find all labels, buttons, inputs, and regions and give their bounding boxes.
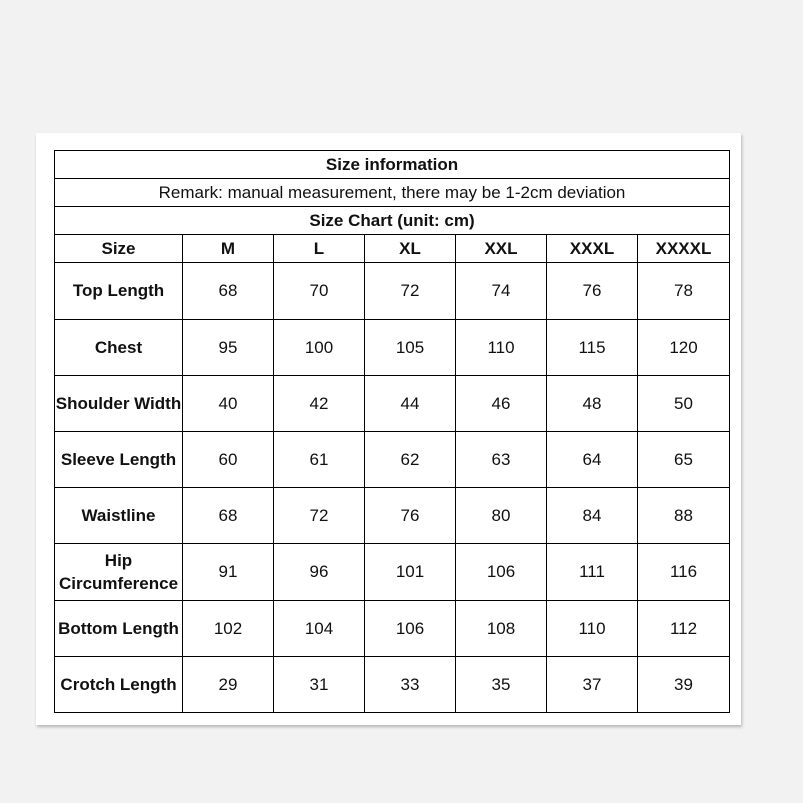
row-label: Top Length [55, 263, 183, 319]
table-cell: 101 [365, 544, 456, 600]
table-cell: 48 [547, 375, 638, 431]
table-cell: 80 [456, 488, 547, 544]
table-cell: 115 [547, 319, 638, 375]
table-cell: 120 [638, 319, 730, 375]
table-row [55, 600, 730, 656]
table-cell: 37 [547, 656, 638, 712]
table-row [55, 375, 730, 431]
table-cell: 76 [365, 488, 456, 544]
table-cell: 72 [274, 488, 365, 544]
table-row [55, 319, 730, 375]
table-title: Size information [55, 151, 730, 179]
row-label: Waistline [55, 488, 183, 544]
table-cell: 110 [547, 600, 638, 656]
table-cell: 68 [183, 488, 274, 544]
table-cell: 96 [274, 544, 365, 600]
table-cell: 31 [274, 656, 365, 712]
table-cell: 111 [547, 544, 638, 600]
table-subtitle: Size Chart (unit: cm) [55, 207, 730, 235]
title-row [55, 151, 730, 179]
table-cell: 116 [638, 544, 730, 600]
table-cell: 106 [365, 600, 456, 656]
column-header: Size [55, 235, 183, 263]
table-cell: 72 [365, 263, 456, 319]
table-cell: 74 [456, 263, 547, 319]
table-cell: 100 [274, 319, 365, 375]
table-cell: 39 [638, 656, 730, 712]
column-header: XXL [456, 235, 547, 263]
table-cell: 63 [456, 431, 547, 487]
row-label: Crotch Length [55, 656, 183, 712]
table-cell: 108 [456, 600, 547, 656]
row-label: Sleeve Length [55, 431, 183, 487]
column-header: XXXXL [638, 235, 730, 263]
subtitle-row [55, 207, 730, 235]
table-cell: 33 [365, 656, 456, 712]
table-row [55, 263, 730, 319]
table-cell: 78 [638, 263, 730, 319]
table-row [55, 431, 730, 487]
table-row [55, 488, 730, 544]
table-cell: 42 [274, 375, 365, 431]
column-header: M [183, 235, 274, 263]
row-label: Hip Circumference [55, 544, 183, 600]
column-header: XXXL [547, 235, 638, 263]
table-cell: 40 [183, 375, 274, 431]
remark-row [55, 179, 730, 207]
table-cell: 84 [547, 488, 638, 544]
table-cell: 70 [274, 263, 365, 319]
table-cell: 60 [183, 431, 274, 487]
table-cell: 105 [365, 319, 456, 375]
table-cell: 76 [547, 263, 638, 319]
table-cell: 104 [274, 600, 365, 656]
table-cell: 61 [274, 431, 365, 487]
table-cell: 44 [365, 375, 456, 431]
table-cell: 88 [638, 488, 730, 544]
table-cell: 50 [638, 375, 730, 431]
table-cell: 106 [456, 544, 547, 600]
table-cell: 35 [456, 656, 547, 712]
table-cell: 112 [638, 600, 730, 656]
table-cell: 110 [456, 319, 547, 375]
column-header: L [274, 235, 365, 263]
table-row [55, 656, 730, 712]
size-table [54, 150, 730, 713]
table-cell: 29 [183, 656, 274, 712]
size-chart-card [36, 133, 741, 725]
table-row [55, 544, 730, 600]
table-cell: 46 [456, 375, 547, 431]
table-cell: 65 [638, 431, 730, 487]
header-row [55, 235, 730, 263]
row-label: Chest [55, 319, 183, 375]
table-cell: 95 [183, 319, 274, 375]
table-cell: 91 [183, 544, 274, 600]
table-cell: 68 [183, 263, 274, 319]
row-label: Shoulder Width [55, 375, 183, 431]
table-cell: 62 [365, 431, 456, 487]
column-header: XL [365, 235, 456, 263]
table-cell: 102 [183, 600, 274, 656]
row-label: Bottom Length [55, 600, 183, 656]
table-cell: 64 [547, 431, 638, 487]
remark-text: Remark: manual measurement, there may be 1-2cm deviation [55, 179, 730, 207]
